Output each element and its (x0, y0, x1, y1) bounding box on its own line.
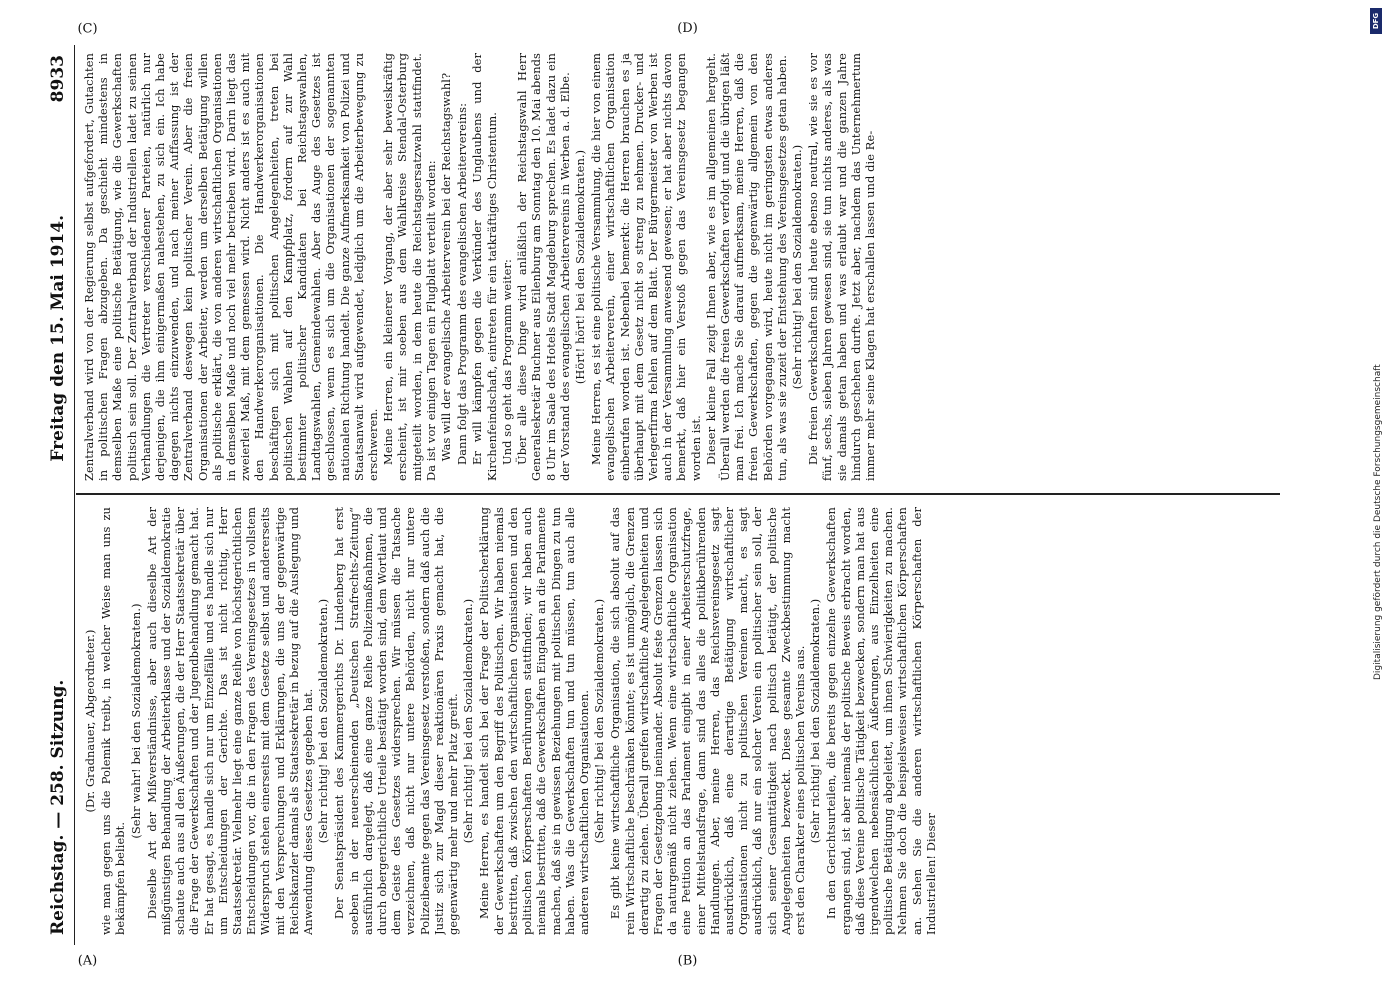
column-divider (76, 494, 1280, 496)
interjection: (Sehr richtig! bei den Sozialdemokraten.) (592, 598, 607, 844)
quoted-paragraph: Über alle diese Dinge wird anläßlich der Reichstagswahl Herr Generalsekretär Buchner aus Eilenburg am Sonntag den 10. Mai abends 8 Uhr im Saale des Hotels Stadt Magdeburg sprechen. Es ladet dazu ein der Vorstand des evangelischen Arbeitervereins in Werben a. d. Elbe. (515, 53, 572, 481)
interjection: (Sehr wahr! bei den Sozialdemokraten.) (128, 603, 143, 839)
quoted-paragraph: Er will kämpfen gegen die Verkünder des Unglaubens und der Kirchenfeindschaft, eintreten für ein tatkräftiges Christentum. (470, 53, 499, 481)
dfg-logo-text: DFG (1372, 12, 1380, 30)
paragraph: Meine Herren, es ist eine politische Versammlung, die hier von einem evangelischen Arbeiterverein, einer wirtschaftlichen Organisation einberufen worden ist. Nebenbei bemerkt: die Herren brauchen es ja überhaupt mit dem Gesetz nicht so streng zu nehmen. Drucker- und Verlegerfirma fehlen auf dem Blatt. Der Bürgermeister von Werben ist auch in der Versammlung anwesend gewesen; er hat aber nichts davon bemerkt, daß hier ein Verstoß gegen das Vereinsgesetz begangen worden ist. (589, 53, 703, 481)
left-column (82, 507, 1272, 935)
header-session-title: Reichstag. — 258. Sitzung. (48, 679, 68, 935)
interjection: (Sehr richtig! bei den Sozialdemokraten.) (316, 598, 331, 844)
margin-letter-d: (D) (677, 21, 698, 37)
paragraph: Die freien Gewerkschaften sind heute ebenso neutral, wie sie es vor fünf, sechs, sieben Jahren gewesen sind, sie tun nichts anderes, als was sie damals getan haben und was erlaubt war und die ganzen Jahre hindurch geschehen durfte. Jetzt aber, nachdem das Unternehmertum immer mehr seine Klagen hat erschallen lassen und die Re- (806, 53, 877, 481)
interjection: (Hört! hört! bei den Sozialdemokraten.) (572, 149, 587, 385)
paragraph: Dieser kleine Fall zeigt Ihnen aber, wie es im allgemeinen hergeht. Überall werden die freien Gewerkschaften verfolgt und die übrigen läßt man frei. Ich mache Sie darauf aufmerksam, meine Herren, daß die freien Gewerkschaften, gegen die gegenwärtig allgemein von den Behörden vorgegangen wird, heute nicht im geringsten etwas anderes tun, als was sie zuzeit der Entstehung des Vereinsgesetzes getan haben. (703, 53, 789, 481)
margin-letter-b: (B) (677, 953, 698, 969)
page-header (40, 45, 75, 945)
paragraph: In den Gerichtsurteilen, die bereits gegen einzelne Gewerkschaften ergangen sind, ist aber niemals der politische Beweis erbracht worden, daß diese Vereine politische Tätigkeit bezwecken, sondern man hat aus irgendwelchen nebensächlichen Äußerungen, aus Einzelheiten eine politische Betätigung abgeleitet, um ihnen Schwierigkeiten zu machen. Nehmen Sie doch die beispielsweisen wirtschaftlichen Körperschaften an. Sehen Sie die anderen wirtschaftlichen Körperschaften der Industriellen! Dieser (824, 507, 938, 935)
paragraph: Der Senatspräsident des Kammergerichts Dr. Lindenberg hat erst soeben in der neuerscheinenden „Deutschen Strafrechts-Zeitung“ ausführlich dargelegt, daß eine ganze Reihe Polizeimaßnahmen, die durch obergerichtliche Urteile bestätigt worden sind, dem Wortlaut und dem Geiste des Gesetzes widersprechen. Wir müssen die Tatsache verzeichnen, daß nicht nur untere Behörden, nicht nur untere Polizeibeamte gegen das Vereinsgesetz verstoßen, sondern daß auch die Justiz sich zur Magd dieser reaktionären Praxis gemacht hat, die gegenwärtig mehr und mehr Platz greift. (332, 507, 461, 935)
interjection: (Sehr richtig! bei den Sozialdemokraten.) (789, 144, 804, 390)
page-number: 8933 (48, 55, 68, 103)
right-column (82, 53, 1272, 481)
margin-letter-c: (C) (77, 21, 98, 37)
digitization-note-text: Digitalisierung gefördert durch die Deutsche Forschungsgemeinschaft (1373, 364, 1383, 680)
margin-letter-a: (A) (77, 953, 98, 969)
quoted-heading: Was will der evangelische Arbeiterverein bei der Reichstagswahl? (439, 72, 454, 462)
interjection: (Sehr richtig! bei den Sozialdemokraten.) (808, 598, 823, 844)
paragraph: Meine Herren, es handelt sich bei der Frage der Politischerklärung der Gewerkschaften um den Begriff des Politischen. Wir haben niemals bestritten, daß zwischen den wirtschaftlichen Organisationen und den politischen Körperschaften Berührungen stattfinden; wir haben auch niemals bestritten, daß die Gewerkschaften Eingaben an die Parlamente machen, daß sie in gewissen Beziehungen mit politischen Dingen zu tun haben. Was die Gewerkschaften tun und tun müssen, tun auch alle anderen wirtschaftlichen Organisationen. (477, 507, 591, 935)
paragraph: Meine Herren, ein kleinerer Vorgang, der aber sehr beweiskräftig erscheint, ist mir soeben aus dem Wahlkreise Stendal-Osterburg mitgeteilt worden, in dem heute die Reichstagsersatzwahl stattfindet. Da ist vor einigen Tagen ein Flugblatt verteilt worden: (381, 53, 438, 481)
paragraph: Und so geht das Programm weiter: (499, 259, 514, 465)
dfg-logo (1370, 8, 1382, 34)
newspaper-page (40, 21, 1280, 969)
paragraph: Dann folgt das Programm des evangelischen Arbeitervereins: (455, 102, 470, 465)
paragraph: Dieselbe Art der Mißverständnisse, aber auch dieselbe Art der mißgünstigen Behandlung der Arbeiterklasse und der Sozialdemokratie schaute auch aus all den Äußerungen, die der Herr Staatssekretär über die Frage der Gewerkschaften und der Jugendbehandlung gemacht hat. Er hat gesagt, es handle sich nur um Einzelfälle und es handle sich nur um Entscheidungen der Gerichte. Das ist nicht richtig, Herr Staatssekretär. Vielmehr liegt eine ganze Reihe von höchstgerichtlichen Entscheidungen vor, die in den Fragen des Vereinsgesetzes in vollstem Widerspruch stehen einerseits mit dem Gesetze selbst und andererseits mit den Versprechungen und Erklärungen, die uns der gegenwärtige Reichskanzler damals als Staatssekretär in bezug auf die Auslegung und Anwendung dieses Gesetzes gegeben hat. (144, 507, 316, 935)
speaker-attribution: (Dr. Gradnauer, Abgeordneter.) (83, 629, 97, 813)
digitization-note (1373, 40, 1383, 680)
interjection: (Sehr richtig! bei den Sozialdemokraten.) (461, 598, 476, 844)
paragraph: Es gibt keine wirtschaftliche Organisation, die sich absolut auf das rein Wirtschaftliche beschränken könnte; es ist unmöglich, die Grenzen derartig zu ziehen. Überall greifen wirtschaftliche Angelegenheiten und Fragen der Gesetzgebung ineinander. Absolut feste Grenzen lassen sich da naturgemäß nicht ziehen. Wenn eine wirtschaftliche Organisation eine Petition an das Parlament eingibt in einer Arbeiterschutzfrage, einer Mittelstandsfrage, dann sind das alles die politikberührenden Handlungen. Aber, meine Herren, das Reichsvereinsgesetz sagt ausdrücklich, daß eine derartige Betätigung wirtschaftlicher Organisationen nicht zu politischen Vereinen macht, es sagt ausdrücklich, daß nur ein solcher Verein ein politischer sein soll, der sich seiner Gesamttätigkeit nach politisch betätigt, der politische Angelegenheiten bezweckt. Diese gesamte Zweckbestimmung macht erst den Charakter eines politischen Vereins aus. (608, 507, 807, 935)
header-date: Freitag den 15. Mai 1914. (48, 215, 68, 462)
paragraph: wie man gegen uns die Polemik treibt, in welcher Weise man uns zu bekämpfen beliebt. (99, 507, 128, 935)
paragraph: Zentralverband wird von der Regierung selbst aufgefordert, Gutachten in politischen Fragen abzugeben. Da geschieht mindestens in demselben Maße eine politische Betätigung, wie die Gewerkschaften politisch sein soll. Der Zentralverband der Industriellen ladet zu seinen Verhandlungen die Vertreter verschiedener Parteien, natürlich nur derjenigen, die ihm einigermaßen nahestehen, zu sich ein. Ich habe dagegen nichts einzuwenden, und nach meiner Auffassung ist der Zentralverband deswegen kein politischer Verein. Aber die freien Organisationen der Arbeiter, werden um derselben Betätigung willen als politische erklärt, die von anderen wirtschaftlichen Organisationen in demselben Maße und noch viel mehr betrieben wird. Darin liegt das zweierlei Maß, mit dem gemessen wird. Nicht anders ist es auch mit den Handwerkerorganisationen. Die Handwerkerorganisationen beschäftigen sich mit politischen Angelegenheiten, treten bei politischen Wahlen auf den Kampfplatz, fordern auf zur Wahl bestimmter politischer Kandidaten bei Reichstagswahlen, Landtagswahlen, Gemeindewahlen. Aber das Auge des Gesetzes ist geschlossen, wenn es sich um die Organisationen der sogenannten nationalen Richtung handelt. Die ganze Aufmerksamkeit von Polizei und Staatsanwalt wird aufgewendet, lediglich um die Arbeiterbewegung zu erschweren. (82, 53, 381, 481)
